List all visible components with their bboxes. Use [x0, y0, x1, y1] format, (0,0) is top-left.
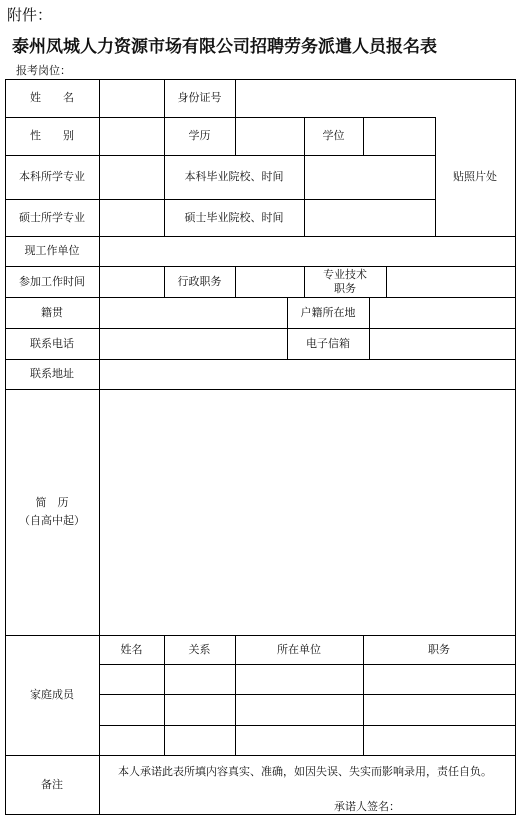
post-label: 报考岗位： — [16, 64, 71, 77]
label-name: 姓 名 — [30, 91, 74, 104]
table-border-bottom — [5, 814, 516, 815]
col-line — [235, 266, 236, 298]
label-id-number: 身份证号 — [177, 91, 222, 104]
col-line — [369, 297, 370, 360]
attachment-label: 附件： — [7, 6, 53, 24]
label-native-place: 籍贯 — [41, 305, 63, 319]
label-education: 学历 — [188, 129, 211, 142]
label-email: 电子信箱 — [306, 336, 350, 350]
col-line — [99, 79, 100, 815]
label-bachelor-school: 本科毕业院校、时间 — [184, 170, 284, 183]
photo-placeholder: 贴照片处 — [453, 169, 497, 183]
label-gender: 性 别 — [30, 129, 74, 142]
label-remarks: 备注 — [41, 777, 63, 791]
row-line — [99, 725, 516, 726]
label-family: 家庭成员 — [30, 688, 74, 701]
label-hukou: 户籍所在地 — [300, 305, 356, 319]
label-admin-post: 行政职务 — [177, 274, 222, 288]
page-title: 泰州凤城人力资源市场有限公司招聘劳务派遣人员报名表 — [12, 37, 437, 57]
col-line — [363, 117, 364, 156]
promise-text — [104, 762, 516, 781]
family-col-relation: 关系 — [188, 642, 211, 656]
promise-statement: 本人承诺此表所填内容真实、准确，如因失误、失实而影响录用，责任自负。 — [118, 765, 492, 778]
label-phone: 联系电话 — [30, 336, 74, 350]
label-tech-post: 专业技术 职务 — [323, 267, 367, 295]
table-border-right — [515, 79, 516, 815]
signature-label: 承诺人签名： — [334, 800, 400, 813]
label-current-unit: 现工作单位 — [24, 244, 80, 257]
label-work-start: 参加工作时间 — [19, 274, 85, 288]
row-line — [99, 664, 516, 665]
family-col-unit: 所在单位 — [277, 642, 321, 656]
family-col-name: 姓名 — [120, 642, 143, 656]
col-line — [386, 266, 387, 298]
label-degree: 学位 — [322, 129, 345, 142]
row-line — [99, 694, 516, 695]
label-master-major: 硕士所学专业 — [19, 210, 85, 224]
col-line — [235, 79, 236, 156]
label-bachelor-major: 本科所学专业 — [19, 170, 85, 183]
label-master-school: 硕士毕业院校、时间 — [184, 210, 284, 224]
family-col-post: 职务 — [428, 642, 450, 656]
label-resume: 简 历 （自高中起） — [19, 496, 85, 527]
label-address: 联系地址 — [30, 367, 74, 380]
